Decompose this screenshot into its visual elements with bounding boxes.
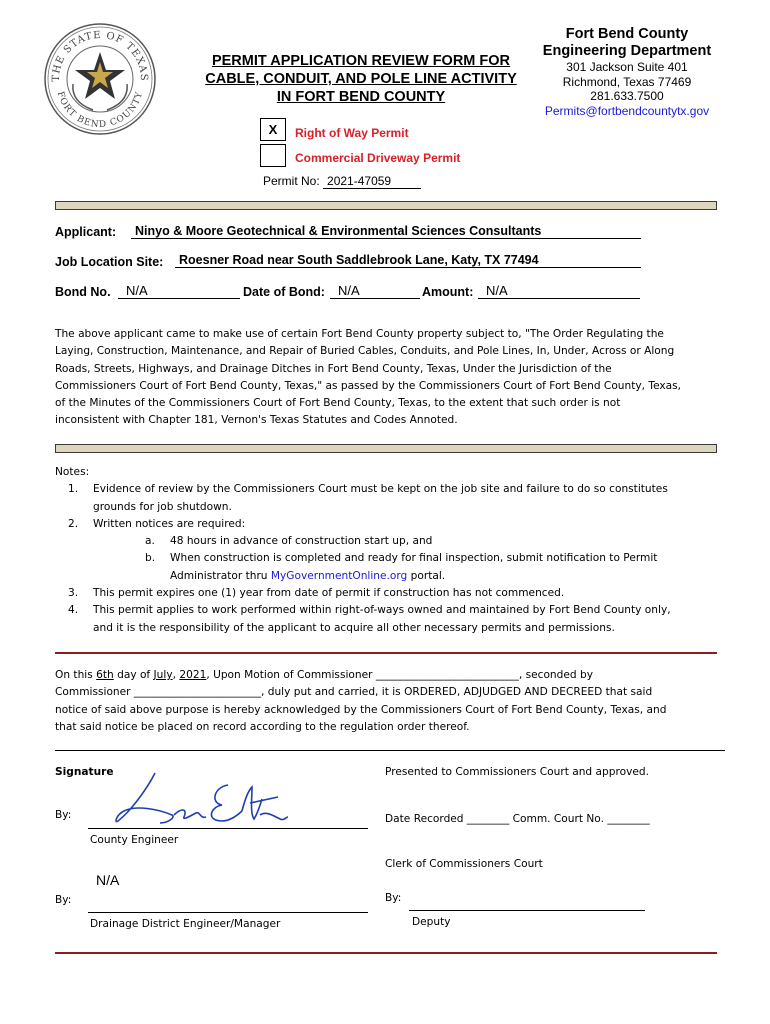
commercial-driveway-checkbox[interactable]: [260, 144, 286, 167]
signature-heading: Signature: [55, 766, 114, 778]
title-line-1: PERMIT APPLICATION REVIEW FORM FOR: [211, 53, 511, 69]
signature-line: [88, 912, 368, 913]
note-4-cont: and it is the responsibility of the applicant to acquire all other necessary permits and permissions.: [93, 621, 615, 634]
email-link[interactable]: Permits@fortbendcountytx.gov: [544, 103, 710, 118]
bond-date-label: Date of Bond:: [243, 285, 325, 299]
address: 301 Jackson Suite 401: [566, 60, 688, 74]
order-day: 6th: [96, 669, 114, 681]
city: Richmond, Texas 77469: [562, 74, 692, 89]
bottom-rule: [55, 952, 717, 954]
note-1-cont: grounds for job shutdown.: [93, 500, 232, 513]
note-number: 3.: [68, 587, 79, 600]
county-name: Fort Bend County: [565, 26, 689, 42]
bond-field[interactable]: N/A: [118, 283, 240, 299]
permit-number-label: Permit No:: [263, 174, 320, 188]
paragraph-line: of the Minutes of the Commissioners Court of Fort Bend County, Texas, to the extent that such order is not: [55, 397, 621, 410]
divider-line: [55, 750, 725, 751]
note-number: 1.: [68, 483, 79, 496]
note-2b-cont: Administrator thru MyGovernmentOnline.org portal.: [170, 569, 446, 582]
bond-label: Bond No.: [55, 285, 111, 299]
svg-text:FORT BEND COUNTY: FORT BEND COUNTY: [54, 90, 146, 131]
note-number: 2.: [68, 517, 79, 530]
order-line: On this 6th day of July, 2021, Upon Motion of Commissioner ___________________________, seconded by: [55, 669, 593, 681]
presented-text: Presented to Commissioners Court and approved.: [385, 766, 649, 778]
job-location-label: Job Location Site:: [55, 255, 164, 269]
clerk-text: Clerk of Commissioners Court: [385, 858, 543, 870]
applicant-field[interactable]: Ninyo & Moore Geotechnical & Environmental Sciences Consultants: [131, 224, 641, 239]
section-divider: [55, 444, 717, 453]
permit-number-row: [263, 174, 421, 189]
note-2: Written notices are required:: [93, 517, 246, 530]
department-contact: [536, 26, 718, 118]
title-line-2: CABLE, CONDUIT, AND POLE LINE ACTIVITY: [205, 71, 517, 87]
department-name: Engineering Department: [542, 43, 712, 59]
permit-number-value[interactable]: 2021-47059: [323, 174, 421, 189]
note-4: This permit applies to work performed within right-of-ways owned and maintained by Fort Bend County only,: [93, 604, 671, 617]
right-of-way-label: Right of Way Permit: [295, 126, 409, 140]
regulation-paragraph: [55, 326, 725, 430]
right-of-way-checkbox[interactable]: X: [260, 118, 286, 141]
order-line: notice of said above purpose is hereby acknowledged by the Commissioners Court of Fort Bend County, Texas, and: [55, 703, 667, 716]
order-line: that said notice be placed on record according to the regulation order thereof.: [55, 720, 470, 733]
order-paragraph: [55, 667, 725, 736]
section-divider: [55, 201, 717, 210]
paragraph-line: Roads, Streets, Highways, and Drainage Ditches in Fort Bend County, Texas, Under the Jurisdiction of the: [55, 362, 612, 375]
by-label: By:: [55, 809, 72, 821]
job-location-field[interactable]: Roesner Road near South Saddlebrook Lane, Katy, TX 77494: [175, 253, 641, 268]
paragraph-line: inconsistent with Chapter 181, Vernon's Texas Statutes and Codes Annoted.: [55, 414, 458, 427]
amount-label: Amount:: [422, 285, 474, 299]
order-month: July: [153, 669, 173, 681]
notes-heading: Notes:: [55, 466, 90, 478]
note-2b: When construction is completed and ready for final inspection, submit notification to Permit: [170, 552, 658, 565]
paragraph-line: Commissioners Court of Fort Bend County, Texas," as passed by the Commissioners Court of Fort Bend County, Texas,: [55, 379, 682, 392]
drainage-engineer-label: Drainage District Engineer/Manager: [90, 918, 281, 930]
note-3: This permit expires one (1) year from date of permit if construction has not commenced.: [93, 587, 565, 600]
svg-text:THE STATE OF TEXAS: THE STATE OF TEXAS: [50, 29, 150, 82]
amount-field[interactable]: N/A: [478, 283, 640, 299]
by-label: By:: [55, 894, 72, 906]
note-number: 4.: [68, 604, 79, 617]
signature-line: [88, 828, 368, 829]
handwritten-signature: [110, 765, 290, 835]
phone: 281.633.7500: [590, 89, 664, 103]
date-recorded-text: Date Recorded ________ Comm. Court No. ________: [385, 813, 650, 825]
drainage-signature-na: N/A: [96, 872, 120, 888]
mygovernmentonline-link[interactable]: MyGovernmentOnline.org: [270, 569, 408, 582]
deputy-label: Deputy: [412, 916, 451, 928]
order-year: 2021: [179, 669, 207, 681]
commercial-driveway-label: Commercial Driveway Permit: [295, 151, 461, 165]
by-label: By:: [385, 892, 402, 904]
note-1: Evidence of review by the Commissioners Court must be kept on the job site and failure to do so constitutes: [93, 483, 668, 496]
paragraph-line: Laying, Construction, Maintenance, and Repair of Buried Cables, Conduits, and Pole Lines, In, Under, Across or Along: [55, 345, 675, 358]
county-seal: [43, 22, 157, 136]
subnote-letter: a.: [145, 535, 155, 548]
note-2a: 48 hours in advance of construction start up, and: [170, 535, 433, 548]
form-title: [188, 52, 534, 106]
order-line: Commissioner ________________________, duly put and carried, it is ORDERED, ADJUDGED AND DECREED that said: [55, 686, 653, 699]
paragraph-line: The above applicant came to make use of certain Fort Bend County property subject to, "The Order Regulating the: [55, 328, 664, 340]
signature-line: [409, 910, 645, 911]
county-engineer-label: County Engineer: [90, 834, 179, 846]
bond-date-field[interactable]: N/A: [330, 283, 420, 299]
divider-line: [55, 652, 717, 654]
notes-section: [55, 464, 725, 637]
subnote-letter: b.: [145, 552, 156, 565]
title-line-3: IN FORT BEND COUNTY: [276, 89, 446, 105]
applicant-label: Applicant:: [55, 225, 117, 239]
